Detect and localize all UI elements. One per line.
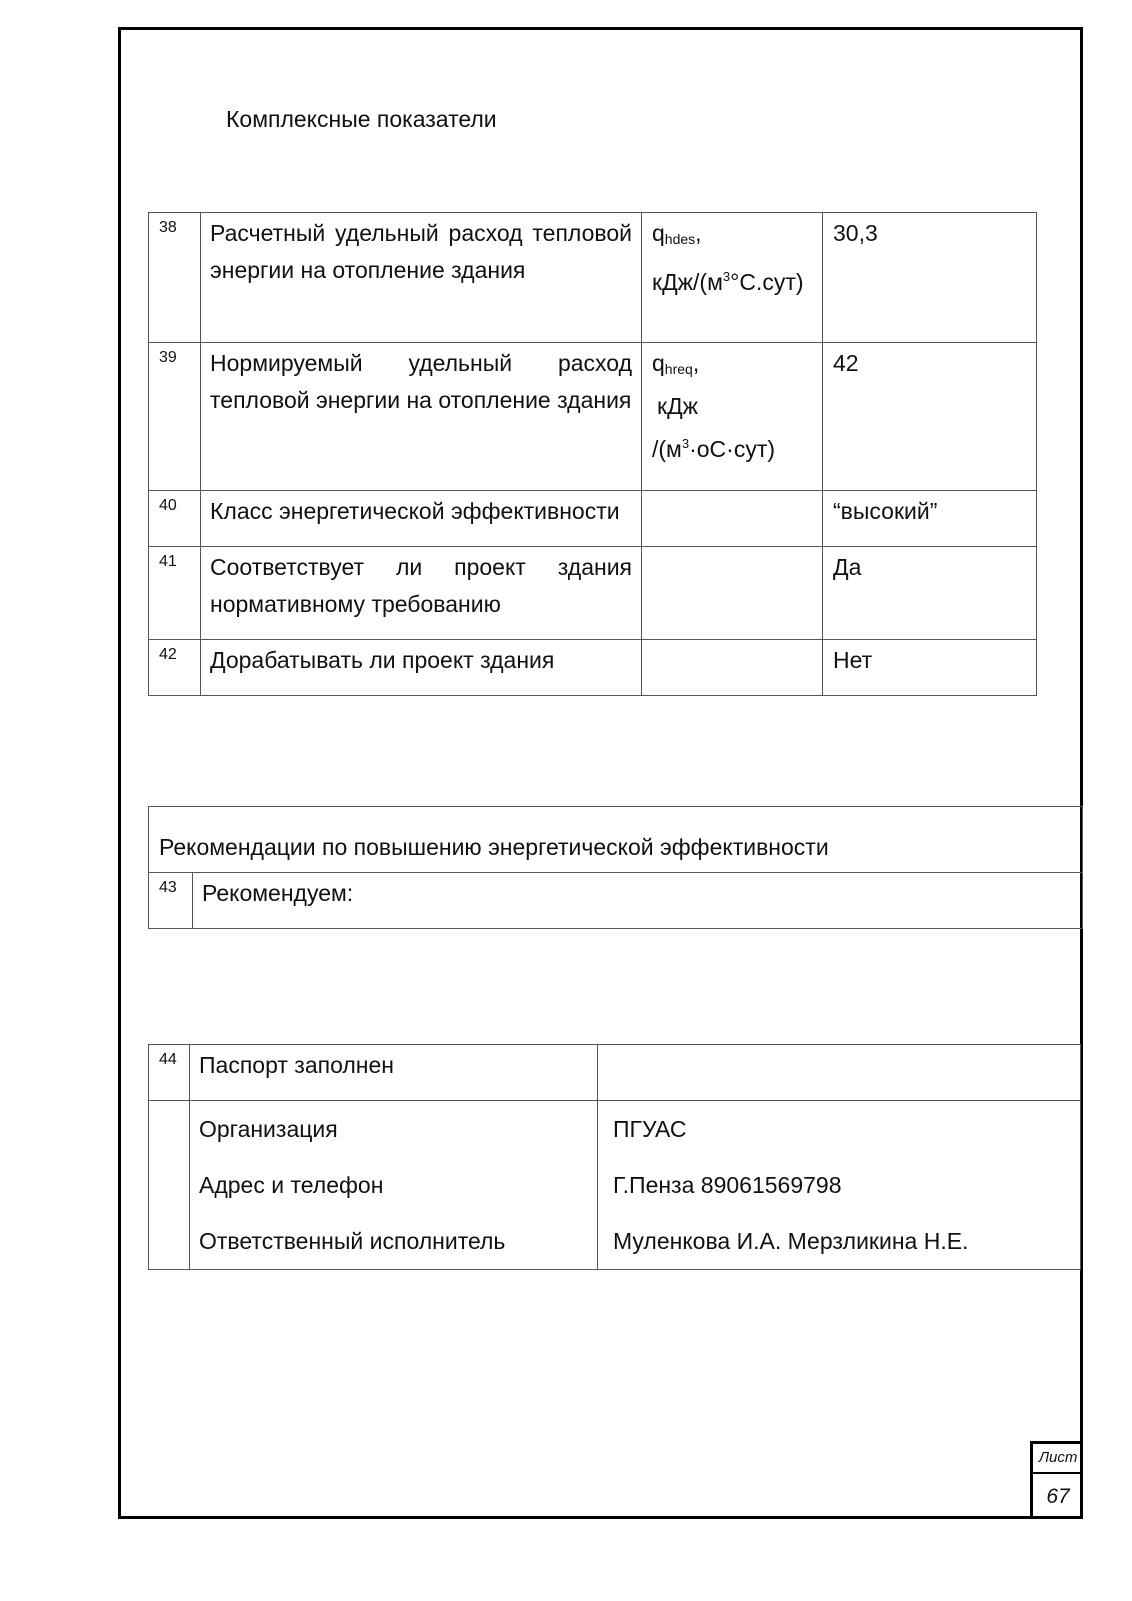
indicator-unit — [642, 213, 823, 343]
passport-filled-value — [598, 1045, 1081, 1101]
recommendations-text: Рекомендуем: — [193, 873, 1083, 929]
address-label: Адрес и телефон — [199, 1172, 384, 1198]
table-row — [149, 343, 1037, 491]
indicator-name: Соответствует ли проект здания нормативному требованию — [201, 547, 642, 640]
organization-label: Организация — [199, 1116, 338, 1142]
passport-filled-label: Паспорт заполнен — [190, 1045, 598, 1101]
symbol-subscript: hdes — [664, 231, 696, 247]
passport-table — [148, 1044, 1081, 1270]
row-number: 44 — [149, 1045, 190, 1101]
symbol-subscript: hreq — [664, 361, 693, 377]
row-number: 43 — [149, 873, 193, 929]
unit-line1: , — [692, 350, 700, 376]
indicator-name: Расчетный удельный расход тепловой энергии на отопление здания — [201, 213, 642, 343]
passport-labels — [190, 1101, 598, 1270]
row-number: 39 — [149, 343, 201, 491]
row-number: 42 — [149, 640, 201, 696]
table-row — [149, 640, 1037, 696]
symbol-base: q — [652, 220, 665, 246]
indicator-unit — [642, 491, 823, 547]
table-row — [149, 1101, 1081, 1270]
row-number: 38 — [149, 213, 201, 343]
unit-line2: кДж — [657, 393, 699, 419]
table-row — [149, 873, 1083, 929]
row-number: 41 — [149, 547, 201, 640]
unit-line1: , — [695, 220, 702, 246]
indicator-name: Дорабатывать ли проект здания — [201, 640, 642, 696]
unit-superscript: 3 — [722, 269, 731, 284]
address-value: Г.Пенза 89061569798 — [613, 1172, 842, 1198]
row-number-empty — [149, 1101, 190, 1270]
indicator-unit — [642, 547, 823, 640]
indicator-unit — [642, 343, 823, 491]
organization-value: ПГУАС — [613, 1116, 687, 1142]
table-row — [149, 491, 1037, 547]
executor-value: Муленкова И.А. Мерзликина Н.Е. — [613, 1228, 969, 1254]
unit-post: °С.сут) — [730, 269, 804, 295]
indicator-value: “высокий” — [823, 491, 1037, 547]
section-title: Комплексные показатели — [226, 106, 497, 132]
symbol-base: q — [652, 350, 665, 376]
unit-superscript: 3 — [681, 436, 690, 451]
executor-label: Ответственный исполнитель — [199, 1228, 506, 1254]
row-number: 40 — [149, 491, 201, 547]
sheet-number: 67 — [1046, 1485, 1070, 1508]
sheet-label: Лист — [1033, 1444, 1083, 1474]
recommendations-table — [148, 806, 1083, 929]
table-row — [149, 807, 1083, 873]
indicator-value: 42 — [823, 343, 1037, 491]
indicator-unit — [642, 640, 823, 696]
indicator-name: Класс энергетической эффективности — [201, 491, 642, 547]
unit-pre: кДж/(м — [652, 269, 723, 295]
passport-values — [598, 1101, 1081, 1270]
indicators-table — [148, 212, 1037, 696]
table-row — [149, 213, 1037, 343]
indicator-value: Нет — [823, 640, 1037, 696]
indicator-name: Нормируемый удельный расход тепловой энергии на отопление здания — [201, 343, 642, 491]
indicator-value: Да — [823, 547, 1037, 640]
unit-pre: /(м — [652, 436, 682, 462]
table-row — [149, 1045, 1081, 1101]
indicator-value: 30,3 — [823, 213, 1037, 343]
sheet-stamp — [1030, 1441, 1083, 1519]
table-row — [149, 547, 1037, 640]
recommendations-header: Рекомендации по повышению энергетической эффективности — [149, 807, 1083, 873]
unit-post: ·оС·сут) — [689, 436, 776, 462]
